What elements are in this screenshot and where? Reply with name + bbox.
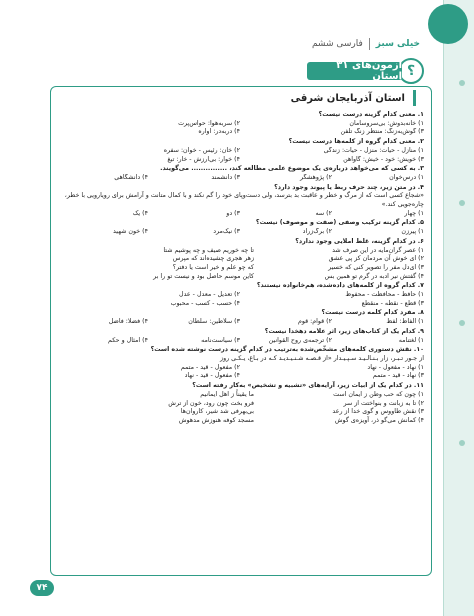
- options: [56, 228, 424, 237]
- hemistich: کاین موسم حاصل بود و نیست تو را بر: [153, 272, 254, 280]
- option[interactable]: ۱) نهاد - مفعول - نهاد: [367, 363, 424, 371]
- options: [56, 120, 424, 137]
- decor-dot: [459, 440, 465, 446]
- options: [56, 291, 424, 308]
- questions-list: [56, 110, 424, 426]
- option[interactable]: ۴) حسب - کسب - محبوب: [170, 299, 240, 307]
- option[interactable]: ۱) حافظ - محافظت - محفوظ: [345, 291, 424, 299]
- option[interactable]: ۳) دانشمند: [211, 173, 240, 181]
- question-title: ۶. در کدام گزینه، غلط املایی وجود ندارد؟: [295, 237, 424, 245]
- passage: از جـور تـبـر، زار بـنـالـیـد سـپـیـدار «از قـصـه شـنـیـدیـد کـه در بـاغ، یـکـی روز: [220, 354, 424, 362]
- poem-line[interactable]: [56, 408, 424, 417]
- hemistich: ۲) ای خوش آن مردمان کز پی عشق: [328, 255, 424, 263]
- question-title: ۱۰. نقش دستوری کلمه‌های مشخّص‌شده به‌ترتیب در کدام گزینه درست نوشته شده است؟: [150, 346, 424, 354]
- hemistich: ۴) کمانش می‌گو ذر، آویزه‌ی گوش: [334, 416, 424, 424]
- hemistich: ما یقیناً ز اهل ایمانیم: [200, 390, 254, 398]
- option[interactable]: ۱) پیرزن: [401, 228, 424, 236]
- passage: «شجاع کسی است که از مرگ و خطر و عاقبت بد بترسد، ولی دست‌وپای خود را گم نکند و با کمال متانت و آرامش برای رویارویی با خطر، چاره‌جویی کند.»: [64, 192, 424, 209]
- poem-line[interactable]: [56, 273, 424, 282]
- option[interactable]: ۲) قوام: قوم: [297, 318, 332, 326]
- options: [56, 318, 424, 327]
- question-title: ۲. معنی کدام گروه از کلمه‌ها درست نیست؟: [288, 138, 424, 146]
- exam-title: آزمون‌های ۳۱ استان: [307, 62, 402, 80]
- hemistich: بی‌بهرفی شد شیر، کاروان‌ها: [180, 408, 254, 416]
- hemistich: که چو علم و خیر است یا دفتر؟: [172, 263, 254, 271]
- options: [56, 210, 424, 219]
- brand-name: خیلی سبز: [375, 39, 420, 49]
- question-title: ۳. به کسی که می‌خواهد درباره‌ی یک موضوع علمی مطالعه کند، ............... می‌گویند.: [160, 165, 424, 173]
- option[interactable]: ۱) الفاظ: لفظ: [386, 318, 424, 326]
- option[interactable]: ۳) سلاطین: سلطان: [188, 318, 240, 326]
- option[interactable]: ۲) برگ‌زراد: [302, 228, 332, 236]
- option[interactable]: ۴) دانشگاهی: [114, 173, 148, 181]
- hemistich: ۴) گفتش نیر ادبه در گرم تو همین بس: [324, 272, 424, 280]
- option[interactable]: ۲) مفعول - قید - متمم: [180, 363, 240, 371]
- question-mark-icon: ؟: [398, 58, 424, 84]
- option[interactable]: ۱) خانه‌بدوش: بی‌سروسامان: [349, 119, 424, 127]
- hemistich: مسجد کوفه هنوزش مدهوش: [178, 416, 254, 424]
- option[interactable]: ۲) سه: [315, 209, 332, 217]
- option[interactable]: ۴) امثال و حکم: [108, 336, 148, 344]
- subject-title: فارسی ششم: [311, 39, 363, 49]
- option[interactable]: ۴) دربه‌در: آواره: [198, 128, 240, 136]
- option[interactable]: ۲) ترجمه‌ی روح القوانین: [268, 336, 332, 344]
- poem-line[interactable]: [56, 391, 424, 400]
- option[interactable]: ۲) سربه‌هوا: حواس‌پرت: [178, 119, 240, 127]
- option[interactable]: ۲) تعدیل - معدل - عدل: [179, 291, 240, 299]
- option[interactable]: ۳) گوش‌به‌زنگ: منتظر زنگ تلفن: [340, 128, 424, 136]
- question-title: ۵. کدام گزینه ترکیب وصفی (صفت و موصوف) نیست؟: [255, 219, 424, 227]
- option[interactable]: ۱) لغتنامه: [398, 336, 424, 344]
- hemistich: ۲) تا به زبانت و بنواختت از سر: [343, 399, 424, 407]
- question-title: ۹. کدام یک از کتاب‌های زیر، اثر علامه دهخدا نیست؟: [264, 327, 424, 335]
- question-title: ۸. مفرد کدام کلمه درست نیست؟: [321, 309, 424, 317]
- publisher-logo: [428, 4, 468, 44]
- decor-dot: [459, 200, 465, 206]
- option[interactable]: ۳) سیاست‌نامه: [201, 336, 240, 344]
- question-title: ۱. معنی کدام گزینه درست نیست؟: [318, 111, 424, 118]
- option[interactable]: ۴) خون شهید: [112, 228, 148, 236]
- options: [56, 147, 424, 164]
- side-decoration: [443, 0, 474, 616]
- option[interactable]: ۱) چهار: [404, 209, 424, 217]
- option[interactable]: ۴) یک: [132, 209, 148, 217]
- hemistich: ۱) عصر گران‌مایه در این صرف شد: [332, 246, 424, 254]
- options: [56, 364, 424, 381]
- decor-dot: [459, 80, 465, 86]
- option[interactable]: ۲) پژوهشگر: [299, 173, 332, 181]
- option[interactable]: ۳) دو: [226, 209, 240, 217]
- option[interactable]: ۳) نهاد - قید - متمم: [372, 372, 424, 380]
- question-title: ۴. در متن زیر، چند حرف ربط یا پیوند وجود دارد؟: [274, 183, 424, 191]
- question-title: ۱۱. در کدام یک از ابیات زیر، آرایه‌های «تشبیه و تشخیص» به‌کار رفته است؟: [192, 382, 424, 390]
- page-header: [312, 38, 420, 50]
- hemistich: تا چه خوریم صیف و چه پوشیم شتا: [163, 246, 254, 254]
- hemistich: ۱) چون که حب وطن ز ایمان است: [333, 390, 424, 398]
- poem-line[interactable]: [56, 255, 424, 264]
- option[interactable]: ۳) خویش: خود - خیش: گاوآهن: [343, 155, 424, 163]
- option[interactable]: ۴) مفعول - قید - نهاد: [184, 372, 240, 380]
- poem-line[interactable]: [56, 264, 424, 273]
- poem-line[interactable]: [56, 247, 424, 256]
- option[interactable]: ۳) قطع - نقطه - منقطع: [361, 299, 424, 307]
- poem-line[interactable]: [56, 417, 424, 426]
- page-number: ۷۴: [30, 580, 54, 596]
- option[interactable]: ۳) نیک‌مرد: [213, 228, 240, 236]
- option[interactable]: ۴) فضلا: فاضل: [108, 318, 148, 326]
- option[interactable]: ۱) درس‌خوان: [389, 173, 424, 181]
- hemistich: ۳) نقش طاووس و گوی خدا از رعد: [332, 408, 424, 416]
- question-title: ۷. کدام گروه از کلمه‌های داده‌شده، هم‌خانواده نیستند؟: [256, 282, 424, 290]
- option[interactable]: ۱) منازل - حیات: منزل - حیات: زندگی: [323, 146, 424, 154]
- options: [56, 337, 424, 346]
- options: [56, 174, 424, 183]
- hemistich: زهر هجری چشیده‌اند که مپرس: [172, 255, 254, 263]
- decor-dot: [459, 320, 465, 326]
- hemistich: ۳) ای‌دل مفر را تصویر کنی که خسیر: [328, 263, 424, 271]
- poem-line[interactable]: [56, 400, 424, 409]
- province-title: استان آذربایجان شرقی: [283, 90, 416, 106]
- header-divider: [369, 38, 370, 50]
- option[interactable]: ۴) خوار: بی‌ارزش - خار: تیغ: [167, 155, 240, 163]
- option[interactable]: ۲) خان: رئیس - خوان: سفره: [163, 146, 240, 154]
- hemistich: فرو بخت چون رود، خون از ترش: [168, 399, 254, 407]
